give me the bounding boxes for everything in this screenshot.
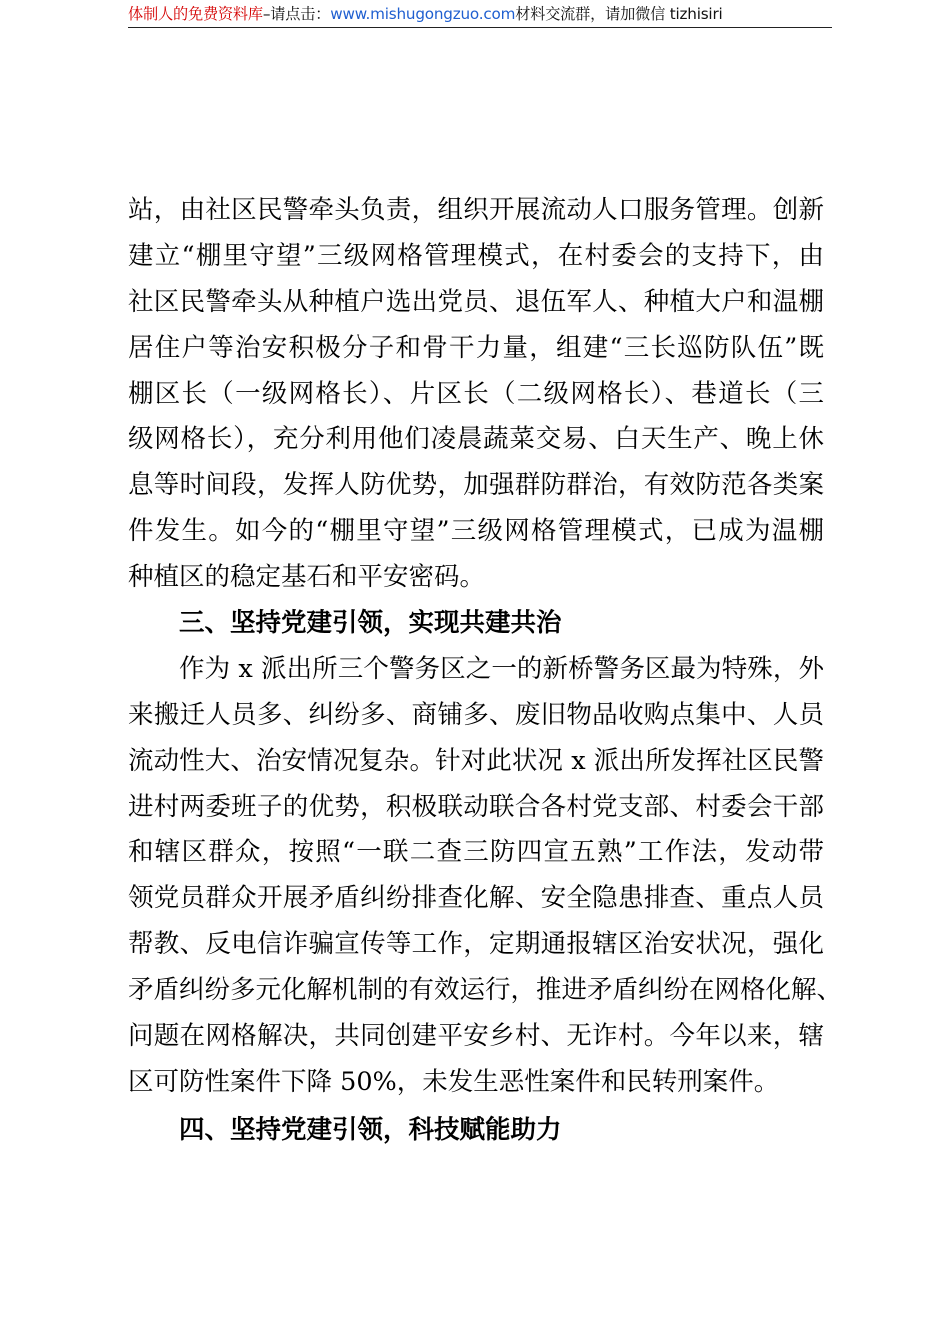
- header-site-name: 体制人的免费资料库: [128, 5, 263, 23]
- section-heading-3: 三、坚持党建引领，实现共建共治: [179, 608, 562, 639]
- document-body: [128, 187, 843, 1153]
- body-line: 来搬迁人员多、纠纷多、商铺多、废旧物品收购点集中、人员: [128, 699, 824, 730]
- body-line: 件发生。如今的“棚里守望”三级网格管理模式，已成为温棚: [128, 516, 824, 547]
- body-line: 流动性大、治安情况复杂。针对此状况 x 派出所发挥社区民警: [128, 745, 824, 776]
- body-line: 级网格长），充分利用他们凌晨蔬菜交易、白天生产、晚上休: [128, 424, 824, 455]
- body-line: 居住户等治安积极分子和骨干力量，组建“三长巡防队伍”既: [128, 332, 824, 363]
- page-header: [128, 4, 822, 25]
- body-line: 进村两委班子的优势，积极联动联合各村党支部、村委会干部: [128, 791, 824, 822]
- header-group-note: 材料交流群，请加微信 tizhisiri: [515, 5, 723, 23]
- body-line: 建立“棚里守望”三级网格管理模式，在村委会的支持下，由: [128, 240, 824, 271]
- body-line: 息等时间段，发挥人防优势，加强群防群治，有效防范各类案: [128, 470, 824, 501]
- body-line: 帮教、反电信诈骗宣传等工作，定期通报辖区治安状况，强化: [128, 929, 824, 960]
- body-line: 区可防性案件下降 50%，未发生恶性案件和民转刑案件。: [128, 1066, 780, 1097]
- body-line: 问题在网格解决，共同创建平安乡村、无诈村。今年以来，辖: [128, 1021, 824, 1052]
- header-divider: [128, 27, 832, 28]
- body-line: 领党员群众开展矛盾纠纷排查化解、安全隐患排查、重点人员: [128, 883, 824, 914]
- section-heading-4: 四、坚持党建引领，科技赋能助力: [179, 1114, 562, 1145]
- body-line: 站，由社区民警牵头负责，组织开展流动人口服务管理。创新: [128, 195, 824, 225]
- body-line: 棚区长（一级网格长）、片区长（二级网格长）、巷道长（三: [128, 378, 824, 409]
- header-url-link[interactable]: www.mishugongzuo.com: [330, 5, 516, 23]
- body-line: 和辖区群众，按照“一联二查三防四宣五熟”工作法，发动带: [128, 837, 824, 868]
- body-line: 社区民警牵头从种植户选出党员、退伍军人、种植大户和温棚: [128, 286, 824, 317]
- header-click-prompt: –请点击：: [262, 5, 331, 23]
- body-line: 矛盾纠纷多元化解机制的有效运行，推进矛盾纠纷在网格化解、: [128, 975, 843, 1006]
- body-line: 种植区的稳定基石和平安密码。: [128, 562, 486, 593]
- body-line: 作为 x 派出所三个警务区之一的新桥警务区最为特殊，外: [179, 653, 824, 684]
